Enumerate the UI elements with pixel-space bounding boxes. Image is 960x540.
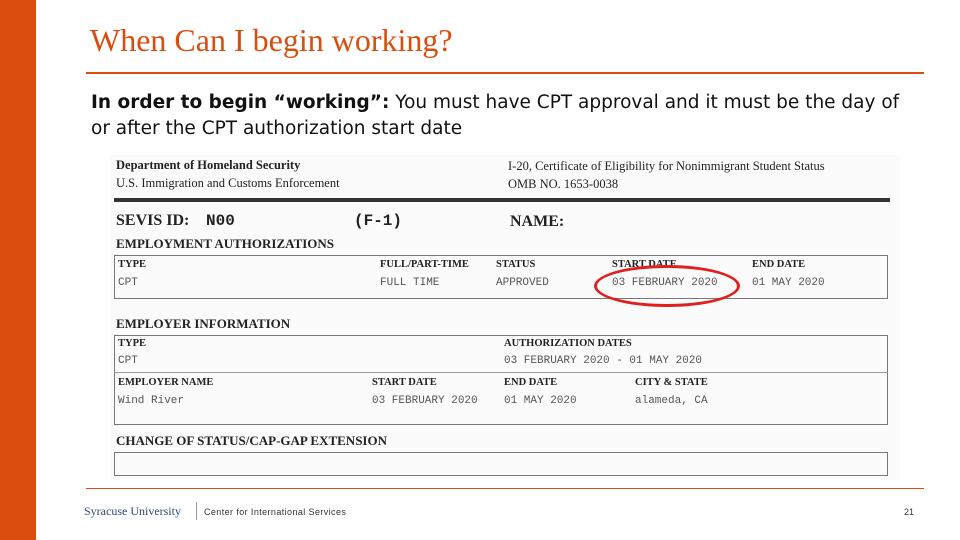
employment-header-start: START DATE — [612, 259, 677, 270]
page-number: 21 — [904, 507, 915, 517]
i20-document-image — [110, 155, 900, 480]
intro-bold: In order to begin “working”: — [91, 92, 390, 113]
employer-value-name: Wind River — [118, 395, 185, 407]
employer-value-end: 01 MAY 2020 — [504, 395, 577, 407]
employment-value-type: CPT — [118, 277, 138, 289]
syracuse-university-logo: Syracuse University — [84, 504, 181, 518]
header-rule — [114, 198, 890, 202]
start-date-highlight-circle — [594, 265, 740, 307]
employment-header-fulltime: FULL/PART-TIME — [380, 259, 469, 270]
employment-header-type: TYPE — [118, 259, 147, 270]
title-divider — [86, 72, 924, 74]
employer-header-end: END DATE — [504, 377, 558, 388]
employer-section-title: EMPLOYER INFORMATION — [116, 316, 291, 331]
name-label: NAME: — [510, 213, 565, 230]
slide-title: When Can I begin working? — [90, 22, 453, 58]
footer-separator — [196, 502, 197, 520]
employment-section-title: EMPLOYMENT AUTHORIZATIONS — [116, 236, 335, 251]
employment-header-end: END DATE — [752, 259, 806, 270]
employment-value-fulltime: FULL TIME — [380, 277, 440, 289]
employer-type-value: CPT — [118, 355, 138, 367]
auth-dates-label: AUTHORIZATION DATES — [504, 338, 632, 349]
employer-type-label: TYPE — [118, 338, 147, 349]
visa-class: (F-1) — [354, 212, 403, 230]
employer-header-name: EMPLOYER NAME — [118, 377, 214, 388]
employer-value-start: 03 FEBRUARY 2020 — [372, 395, 478, 407]
intro-text — [91, 90, 921, 142]
sevis-label: SEVIS ID: — [116, 212, 190, 229]
agency-line-1: Department of Homeland Security — [116, 158, 301, 172]
footer-divider — [86, 488, 924, 489]
employment-value-start: 03 FEBRUARY 2020 — [612, 277, 718, 289]
employment-header-status: STATUS — [496, 259, 536, 270]
omb-number: OMB NO. 1653-0038 — [508, 177, 619, 191]
employment-value-status: APPROVED — [496, 277, 549, 289]
employer-divider — [114, 372, 888, 373]
employer-header-city: CITY & STATE — [635, 377, 708, 388]
intro-rest: You must have CPT approval and it must be the day of or after the CPT authorization start date — [91, 92, 900, 139]
form-title: I-20, Certificate of Eligibility for Nonimmigrant Student Status — [508, 159, 825, 173]
footer-center-name: Center for International Services — [204, 507, 347, 517]
change-box — [114, 452, 888, 476]
agency-line-2: U.S. Immigration and Customs Enforcement — [116, 176, 340, 190]
employment-value-end: 01 MAY 2020 — [752, 277, 825, 289]
left-accent-bar — [0, 0, 36, 540]
employer-value-city: alameda, CA — [635, 395, 708, 407]
employer-box — [114, 335, 888, 425]
sevis-value: N00 — [206, 212, 235, 230]
change-section-title: CHANGE OF STATUS/CAP-GAP EXTENSION — [116, 433, 387, 448]
auth-dates-value: 03 FEBRUARY 2020 - 01 MAY 2020 — [504, 355, 703, 367]
employer-header-start: START DATE — [372, 377, 437, 388]
